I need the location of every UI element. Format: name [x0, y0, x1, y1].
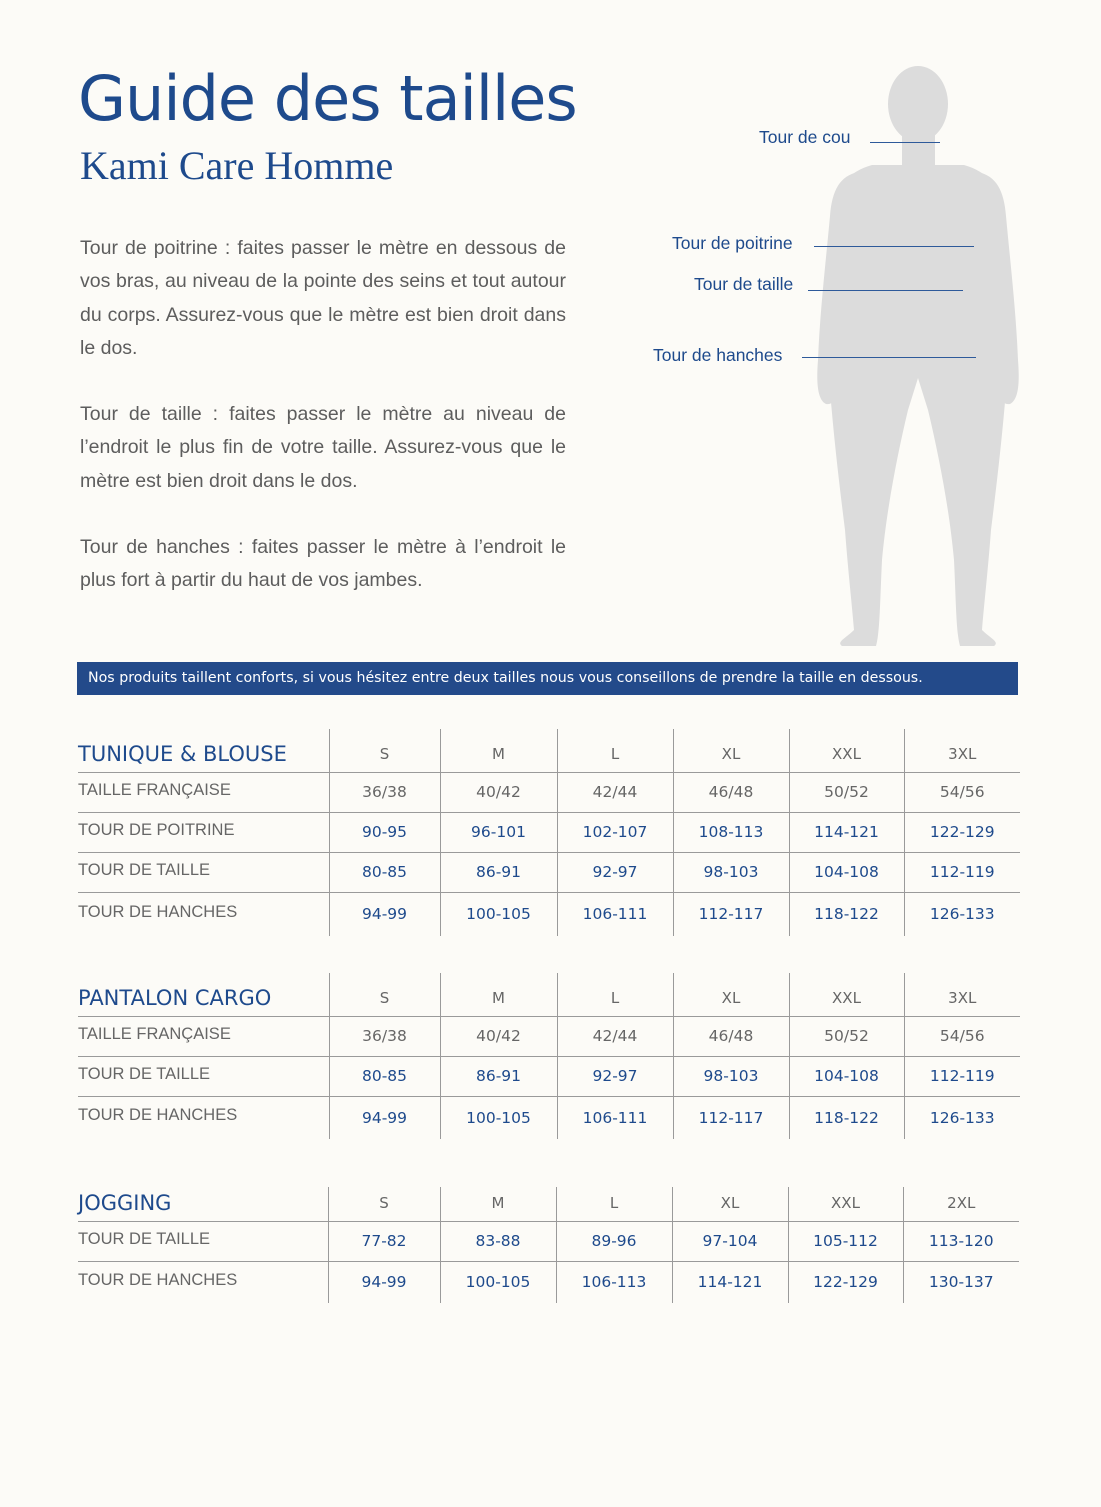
line-chest [814, 246, 974, 247]
table-cell: 118-122 [789, 892, 904, 936]
size-header: S [328, 1187, 440, 1221]
table-cell: 54/56 [904, 1016, 1020, 1056]
size-header: M [440, 973, 557, 1016]
table-cell: 50/52 [789, 1016, 904, 1056]
label-waist: Tour de taille [694, 274, 794, 294]
table-title: JOGGING [78, 1187, 328, 1221]
row-label: TOUR DE HANCHES [78, 1106, 238, 1125]
table-cell: 89-96 [556, 1221, 672, 1261]
table-cell: 40/42 [440, 772, 557, 812]
body-figure [640, 60, 1040, 660]
line-waist [808, 290, 963, 291]
table-cell: 114-121 [672, 1261, 788, 1303]
size-header: 3XL [904, 729, 1020, 772]
size-header: XL [672, 1187, 788, 1221]
size-header: XXL [789, 729, 904, 772]
table-cell: 126-133 [904, 892, 1020, 936]
table-cell: 100-105 [440, 892, 557, 936]
table-row [78, 1221, 1019, 1261]
table-cell: 80-85 [329, 852, 440, 892]
table-cell: 80-85 [329, 1056, 440, 1096]
row-label: TAILLE FRANÇAISE [78, 772, 329, 812]
table-cell: 112-119 [904, 1056, 1020, 1096]
measuring-instructions [80, 232, 566, 631]
table-cell: 77-82 [328, 1221, 440, 1261]
table-cell: 104-108 [789, 852, 904, 892]
table-cell: 100-105 [440, 1261, 556, 1303]
table-row [78, 892, 1020, 936]
size-header: L [557, 973, 673, 1016]
table-cell: 122-129 [904, 812, 1020, 852]
table-cell: 130-137 [903, 1261, 1019, 1303]
label-neck: Tour de cou [759, 127, 851, 147]
size-header: XL [673, 729, 789, 772]
table-cell: 105-112 [788, 1221, 903, 1261]
table-cell: 42/44 [557, 1016, 673, 1056]
row-label: TOUR DE TAILLE [78, 1221, 328, 1261]
table-cell: 42/44 [557, 772, 673, 812]
table-cell: 92-97 [557, 852, 673, 892]
label-hips: Tour de hanches [653, 345, 783, 365]
table-cell: 114-121 [789, 812, 904, 852]
table-cell: 112-117 [673, 892, 789, 936]
size-header: S [329, 729, 440, 772]
table-row [78, 1016, 1020, 1056]
size-header: M [440, 729, 557, 772]
page-title: Guide des tailles [78, 62, 577, 135]
table-cell: 106-111 [557, 1096, 673, 1139]
size-header: L [556, 1187, 672, 1221]
size-header: 3XL [904, 973, 1020, 1016]
row-label: TOUR DE POITRINE [78, 812, 329, 852]
table-title: TUNIQUE & BLOUSE [78, 729, 329, 772]
table-cell: 106-113 [556, 1261, 672, 1303]
size-header: XXL [788, 1187, 903, 1221]
table-cell: 36/38 [329, 1016, 440, 1056]
table-cell: 100-105 [440, 1096, 557, 1139]
instruction-chest: Tour de poitrine : faites passer le mètre en dessous de vos bras, au niveau de la pointe des seins et tout autour du corps. Assurez-vous que le mètre est bien droit dans le dos. [80, 237, 566, 359]
size-header: M [440, 1187, 556, 1221]
table-cell: 96-101 [440, 812, 557, 852]
table-cell: 36/38 [329, 772, 440, 812]
table-cell: 102-107 [557, 812, 673, 852]
line-neck [870, 142, 940, 143]
table-row [78, 1096, 1020, 1139]
table-cell: 97-104 [672, 1221, 788, 1261]
table-cell: 104-108 [789, 1056, 904, 1096]
table-cell: 113-120 [903, 1221, 1019, 1261]
size-header: XL [673, 973, 789, 1016]
table-row [78, 1056, 1020, 1096]
table-cell: 92-97 [557, 1056, 673, 1096]
table-row [78, 812, 1020, 852]
size-header: 2XL [903, 1187, 1019, 1221]
size-table-tunique-blouse [78, 729, 1020, 936]
table-cell: 98-103 [673, 852, 789, 892]
table-cell: 94-99 [329, 1096, 440, 1139]
row-label: TOUR DE TAILLE [78, 1056, 329, 1096]
size-header: L [557, 729, 673, 772]
table-cell: 90-95 [329, 812, 440, 852]
table-cell: 46/48 [673, 772, 789, 812]
table-cell: 126-133 [904, 1096, 1020, 1139]
fit-advice-banner: Nos produits taillent conforts, si vous hésitez entre deux tailles nous vous conseillons de prendre la taille en dessous. [77, 662, 1018, 695]
table-cell: 50/52 [789, 772, 904, 812]
table-cell: 83-88 [440, 1221, 556, 1261]
instruction-waist: Tour de taille : faites passer le mètre au niveau de l’endroit le plus fin de votre taille. Assurez-vous que le mètre est bien droit dans le dos. [80, 403, 566, 492]
table-cell: 108-113 [673, 812, 789, 852]
table-cell: 40/42 [440, 1016, 557, 1056]
instruction-hips: Tour de hanches : faites passer le mètre à l’endroit le plus fort à partir du haut de vos jambes. [80, 536, 566, 592]
table-cell: 106-111 [557, 892, 673, 936]
table-cell: 112-117 [673, 1096, 789, 1139]
row-label: TOUR DE HANCHES [78, 902, 238, 921]
size-header: S [329, 973, 440, 1016]
table-title: PANTALON CARGO [78, 973, 329, 1016]
table-cell: 122-129 [788, 1261, 903, 1303]
table-cell: 46/48 [673, 1016, 789, 1056]
table-row [78, 772, 1020, 812]
table-cell: 86-91 [440, 852, 557, 892]
table-cell: 86-91 [440, 1056, 557, 1096]
table-cell: 94-99 [329, 892, 440, 936]
table-row [78, 1261, 1019, 1303]
table-row [78, 852, 1020, 892]
table-cell: 98-103 [673, 1056, 789, 1096]
table-cell: 94-99 [328, 1261, 440, 1303]
size-table-pantalon-cargo [78, 973, 1020, 1139]
row-label: TAILLE FRANÇAISE [78, 1016, 329, 1056]
table-cell: 54/56 [904, 772, 1020, 812]
row-label: TOUR DE HANCHES [78, 1270, 238, 1289]
line-hips [802, 357, 976, 358]
row-label: TOUR DE TAILLE [78, 852, 329, 892]
table-cell: 118-122 [789, 1096, 904, 1139]
label-chest: Tour de poitrine [672, 233, 793, 253]
page-subtitle: Kami Care Homme [80, 143, 394, 188]
size-header: XXL [789, 973, 904, 1016]
size-table-jogging [78, 1187, 1019, 1303]
table-cell: 112-119 [904, 852, 1020, 892]
